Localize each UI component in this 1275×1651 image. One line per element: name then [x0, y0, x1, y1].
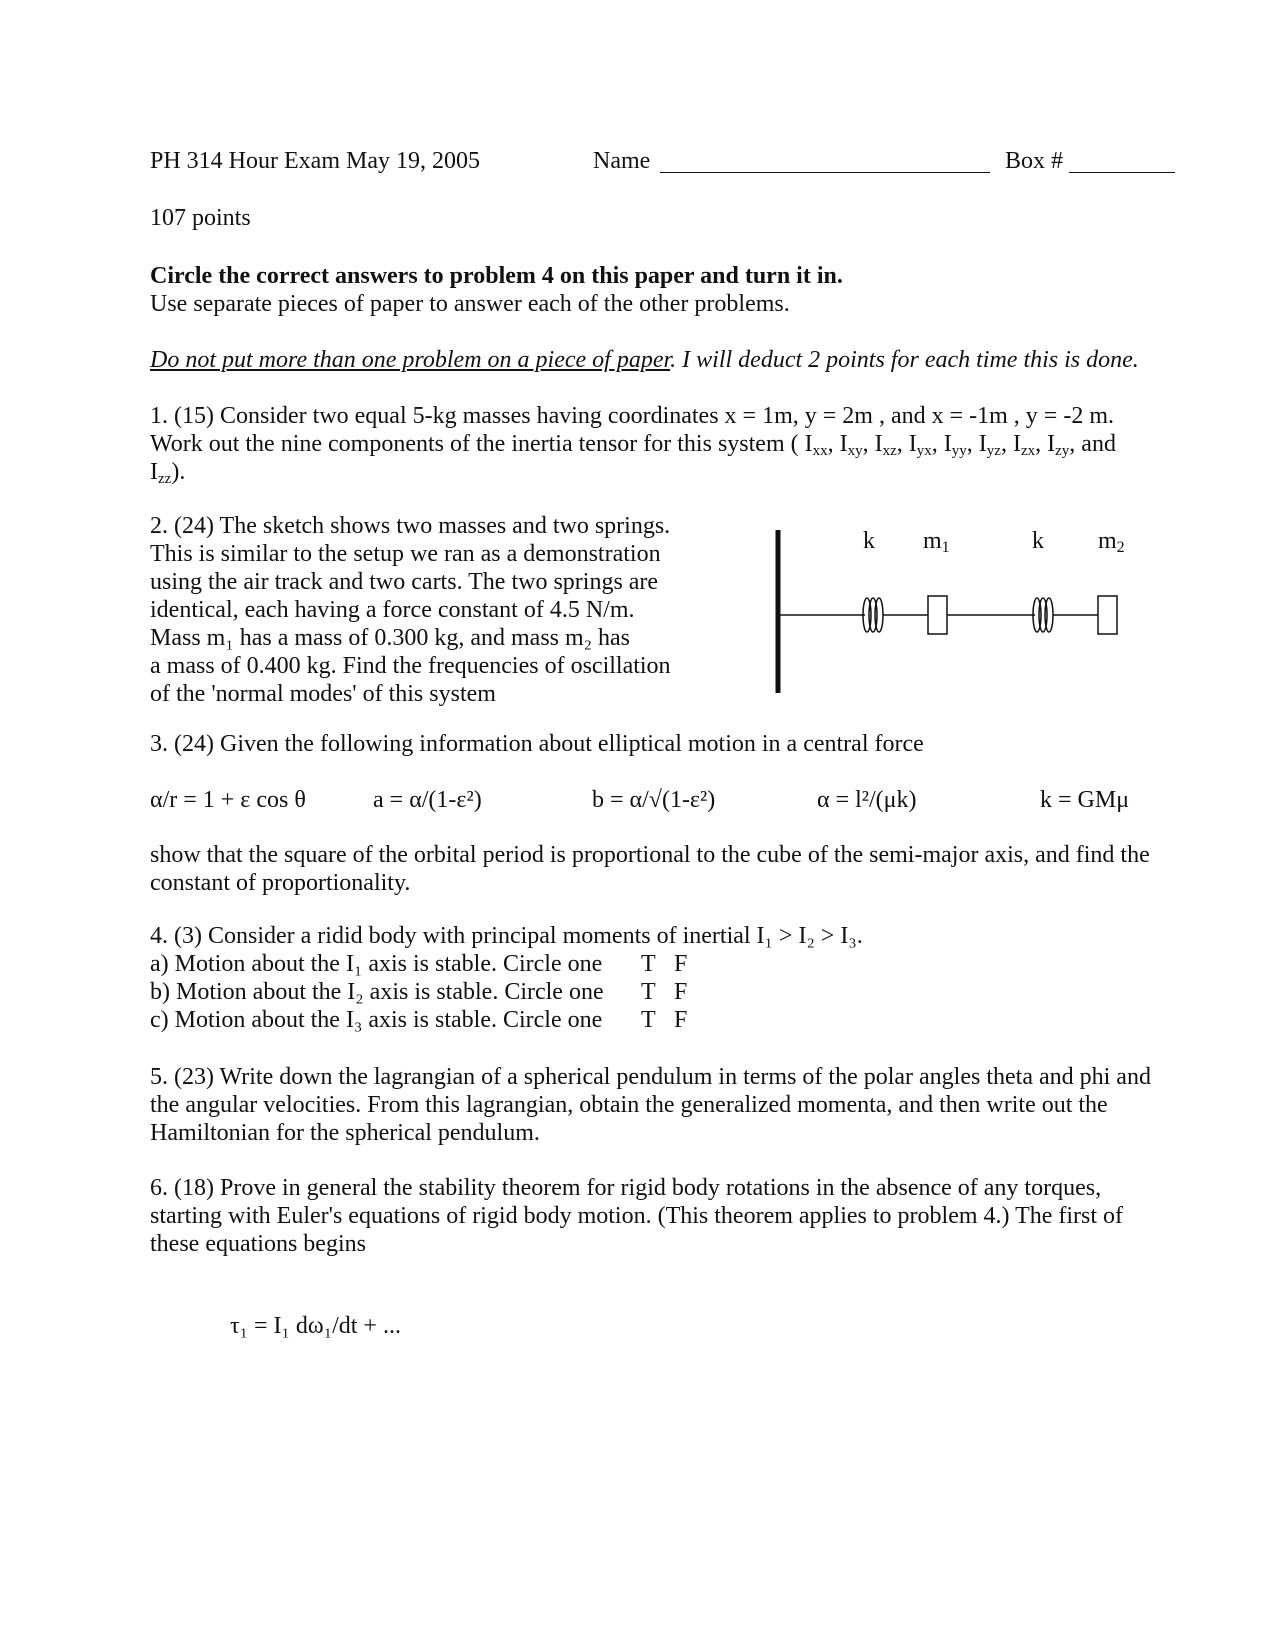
spring-2-label: k [1032, 528, 1044, 554]
problem-5-line: 5. (23) Write down the lagrangian of a spherical pendulum in terms of the polar angles theta and phi and [150, 1064, 1151, 1090]
problem-3-eq-1: α/r = 1 + ε cos θ [150, 787, 306, 813]
euler-equation: τ₁ = I₁ dω₁/dt + ... [230, 1313, 401, 1339]
problem-2-line: This is similar to the setup we ran as a demonstration [150, 541, 661, 567]
name-field[interactable] [660, 150, 990, 173]
box-number-field[interactable] [1069, 150, 1175, 173]
problem-3-intro: 3. (24) Given the following information about elliptical motion in a central force [150, 731, 924, 757]
problem-6-line: starting with Euler's equations of rigid body motion. (This theorem applies to problem 4.) The first of [150, 1203, 1124, 1229]
problem-3-eq-5: k = GMμ [1040, 787, 1130, 813]
name-label [593, 147, 650, 175]
problem-6 [150, 1174, 1123, 1258]
item-c-false-option[interactable]: F [674, 1007, 688, 1033]
mass-2-label: $m_2$ [1098, 528, 1125, 556]
problem-4-item-a: a) Motion about the I₁ axis is stable. Circle one [150, 951, 603, 977]
item-c-true-option[interactable]: T [641, 1007, 656, 1033]
problem-1-line-3: $I_{zz}$). [150, 459, 186, 487]
problem-3-question [150, 841, 1150, 897]
instruction-bold: Circle the correct answers to problem 4 on this paper and turn it in. [150, 263, 843, 289]
item-b-false-option[interactable]: F [674, 979, 688, 1005]
problem-6-line: 6. (18) Prove in general the stability theorem for rigid body rotations in the absence of any torques, [150, 1175, 1102, 1201]
problem-5-line: Hamiltonian for the spherical pendulum. [150, 1120, 540, 1146]
spring-mass-diagram [770, 525, 1150, 695]
problem-2-line: Mass m₁ has a mass of 0.300 kg, and mass m₂ has [150, 625, 631, 651]
problem-4-item-b: b) Motion about the I₂ axis is stable. Circle one [150, 979, 604, 1005]
problem-3-eq-3: b = α/√(1-ε²) [592, 787, 716, 813]
problem-1-line-1: 1. (15) Consider two equal 5-kg masses having coordinates x = 1m, y = 2m , and x = -1m , y = -2 m. [150, 403, 1114, 429]
instruction-line: Use separate pieces of paper to answer each of the other problems. [150, 291, 790, 317]
spring-1-label: k [863, 528, 875, 554]
problem-5 [150, 1063, 1151, 1147]
problem-2-line: 2. (24) The sketch shows two masses and two springs. [150, 513, 671, 539]
problem-2-text [150, 512, 671, 708]
instruction-underlined: Do not put more than one problem on a piece of paper [150, 347, 671, 373]
item-a-false-option[interactable]: F [674, 951, 688, 977]
box-label: Box # [1005, 148, 1064, 174]
problem-1 [150, 402, 1116, 486]
problem-2-line: a mass of 0.400 kg. Find the frequencies of oscillation [150, 653, 671, 679]
item-a-true-option[interactable]: T [641, 951, 656, 977]
problem-3-eq-2: a = α/(1-ε²) [373, 787, 482, 813]
problem-4-intro: 4. (3) Consider a ridid body with principal moments of inertial I₁ > I₂ > I₃. [150, 923, 863, 949]
spring-1 [863, 598, 883, 632]
problem-2-line: identical, each having a force constant of 4.5 N/m. [150, 597, 635, 623]
item-b-true-option[interactable]: T [641, 979, 656, 1005]
problem-1-line-2: Work out the nine components of the inertia tensor for this system ( $I_{xx}$, $I_{xy}$, $I_{xz}$, $I_{yx}$, $I_{yy}$, $I_{yz}$, $I_{zx}$, $I_{zy}$, and [150, 431, 1116, 459]
mass-1-block [928, 596, 947, 634]
spring-2 [1033, 598, 1053, 632]
problem-4-item-c: c) Motion about the I₃ axis is stable. Circle one [150, 1007, 603, 1033]
mass-2-block [1098, 596, 1117, 634]
problem-2-line: using the air track and two carts. The two springs are [150, 569, 659, 595]
problem-3-line: show that the square of the orbital period is proportional to the cube of the semi-major axis, and find the [150, 842, 1150, 868]
name-label-text: Name [593, 148, 651, 174]
problem-2-line: of the 'normal modes' of this system [150, 681, 496, 707]
instruction-warning [150, 346, 1139, 374]
problem-3-line: constant of proportionality. [150, 870, 411, 896]
mass-1-label: $m_1$ [923, 528, 950, 556]
problem-5-line: the angular velocities. From this lagrangian, obtain the generalized momenta, and then write out the [150, 1092, 1108, 1118]
exam-title: PH 314 Hour Exam May 19, 2005 [150, 148, 480, 174]
total-points: 107 points [150, 205, 251, 231]
problem-3-eq-4: α = l²/(μk) [817, 787, 917, 813]
problem-6-line: these equations begins [150, 1231, 366, 1257]
spring-mass-svg [770, 525, 1150, 695]
instruction-rest: . I will deduct 2 points for each time this is done. [670, 347, 1139, 373]
